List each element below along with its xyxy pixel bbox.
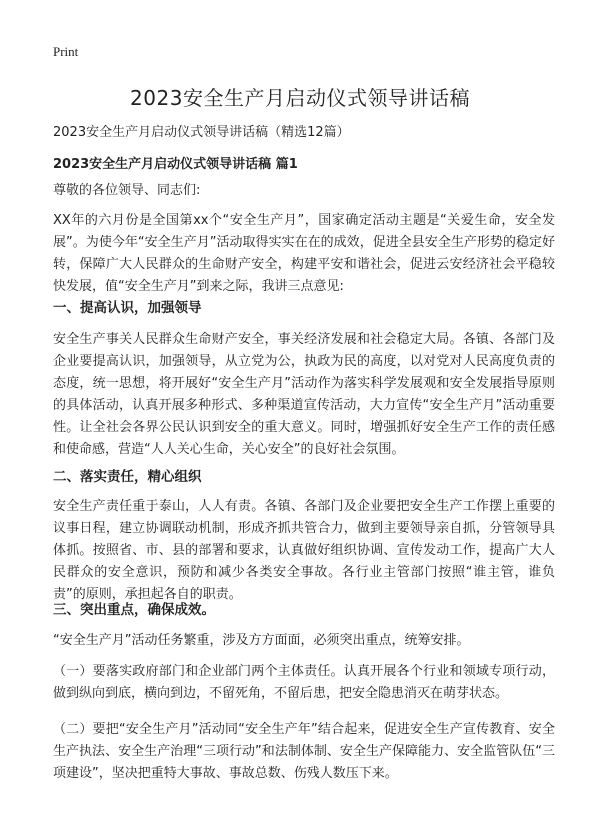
section-3-heading: 三、突出重点，确保成效。 xyxy=(53,602,215,618)
greeting: 尊敬的各位领导、同志们: xyxy=(53,183,201,198)
section-2-body: 安全生产责任重于泰山，人人有责。各镇、各部门及企业要把安全生产工作摆上重要的议事日程，建立协调联动机制，形成齐抓共管合力，做到主要领导亲自抓，分管领导具体抓。按照省、市、县的部署和要求，认真做好组织协调、宣传发动工作，提高广大人民群众的安全意识，预防和减少各类安全事故。各行业主管部门按照“谁主管，谁负责”的原则，承担起各自的职责。 xyxy=(53,499,555,602)
list-item-2: （二）要把“安全生产月”活动同“安全生产年”结合起来，促进安全生产宣传教育、安全生产执法、安全生产治理“三项行动”和法制体制、安全生产保障能力、安全监管队伍“三项建设”，坚决把重特大事故、事故总数、伤残人数压下来。 xyxy=(53,722,555,781)
list-item-1: （一）要落实政府部门和企业部门两个主体责任。认真开展各个行业和领域专项行动，做到纵向到底，横向到边，不留死角，不留后患，把安全隐患消灭在萌芽状态。 xyxy=(53,664,555,701)
section-1-heading: 一、提高认识，加强领导 xyxy=(53,300,202,316)
print-link[interactable]: Print xyxy=(53,44,79,59)
section-1-body: 安全生产事关人民群众生命财产安全，事关经济发展和社会稳定大局。各镇、各部门及企业要提高认识，加强领导，从立党为公，执政为民的高度，以对党对人民高度负责的态度，统一思想，将开展好“安全生产月”活动作为落实科学发展观和安全发展指导原则的具体活动，认真开展多种形式、多种渠道宣传活动，大力宣传“安全生产月”活动重要性。让全社会各界公民认识到安全的重大意义。同时，增强抓好安全生产工作的责任感和使命感，营造“人人关心生命，关心安全”的良好社会氛围。 xyxy=(53,332,555,457)
intro-paragraph: XX年的六月份是全国第xx个“安全生产月”，国家确定活动主题是“关爱生命，安全发展”。为使今年“安全生产月”活动取得实实在在的成效，促进全县安全生产形势的稳定好转，保障广大人民群众的生命财产安全，构建平安和谐社会，促进云安经济社会平稳较快发展，值“安全生产月”到来之际，我讲三点意见: xyxy=(53,213,555,294)
article-title: 2023安全生产月启动仪式领导讲话稿 篇1 xyxy=(53,157,298,172)
section-3-intro: “安全生产月”活动任务繁重，涉及方方面面，必须突出重点，统筹安排。 xyxy=(53,633,470,648)
page-title: 2023安全生产月启动仪式领导讲话稿 xyxy=(130,86,470,110)
document-subtitle: 2023安全生产月启动仪式领导讲话稿（精选12篇） xyxy=(53,125,350,140)
section-2-heading: 二、落实责任，精心组织 xyxy=(53,469,202,485)
